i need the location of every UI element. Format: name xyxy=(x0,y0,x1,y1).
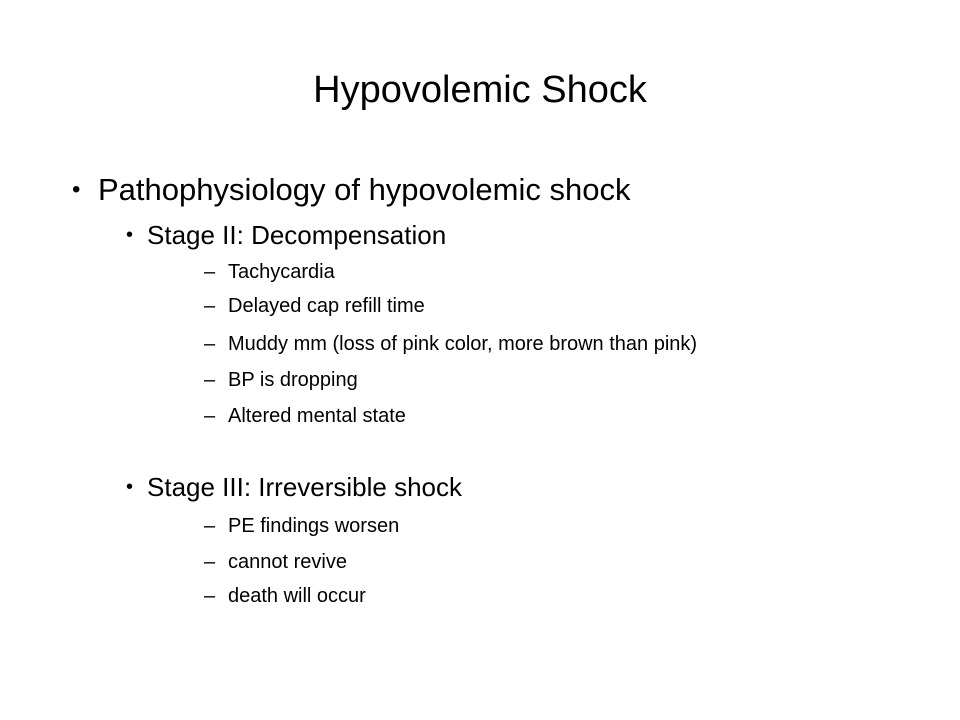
list-item xyxy=(204,512,904,540)
list-item-text: Altered mental state xyxy=(228,405,406,427)
dash-icon: – xyxy=(204,369,216,391)
list-item-text: PE findings worsen xyxy=(228,515,400,537)
stage3-heading: Stage III: Irreversible shock xyxy=(147,472,463,502)
bullet-level2-stage3 xyxy=(126,470,626,504)
bullet-level2-stage2 xyxy=(126,218,626,252)
dash-icon: – xyxy=(204,405,216,427)
list-item xyxy=(204,548,904,576)
bullet-icon: • xyxy=(126,224,134,246)
list-item xyxy=(204,330,904,358)
dash-icon: – xyxy=(204,515,216,537)
list-item-text: Tachycardia xyxy=(228,261,335,283)
dash-icon: – xyxy=(204,261,216,283)
dash-icon: – xyxy=(204,551,216,573)
list-item xyxy=(204,292,904,320)
bullet-level1-pathophysiology xyxy=(72,170,772,210)
dash-icon: – xyxy=(204,333,216,355)
list-item xyxy=(204,582,904,610)
dash-icon: – xyxy=(204,295,216,317)
bullet-icon: • xyxy=(126,476,134,498)
list-item-text: Delayed cap refill time xyxy=(228,295,425,317)
bullet-icon: • xyxy=(72,176,81,203)
dash-icon: – xyxy=(204,585,216,607)
stage2-heading: Stage II: Decompensation xyxy=(147,220,447,250)
list-item xyxy=(204,402,904,430)
list-item-text: BP is dropping xyxy=(228,369,358,391)
list-item-text: death will occur xyxy=(228,585,366,607)
bullet-text: Pathophysiology of hypovolemic shock xyxy=(98,172,631,207)
list-item xyxy=(204,258,904,286)
list-item-text: Muddy mm (loss of pink color, more brown than pink) xyxy=(228,333,698,355)
slide-title: Hypovolemic Shock xyxy=(313,69,647,111)
list-item-text: cannot revive xyxy=(228,551,347,573)
list-item xyxy=(204,366,904,394)
